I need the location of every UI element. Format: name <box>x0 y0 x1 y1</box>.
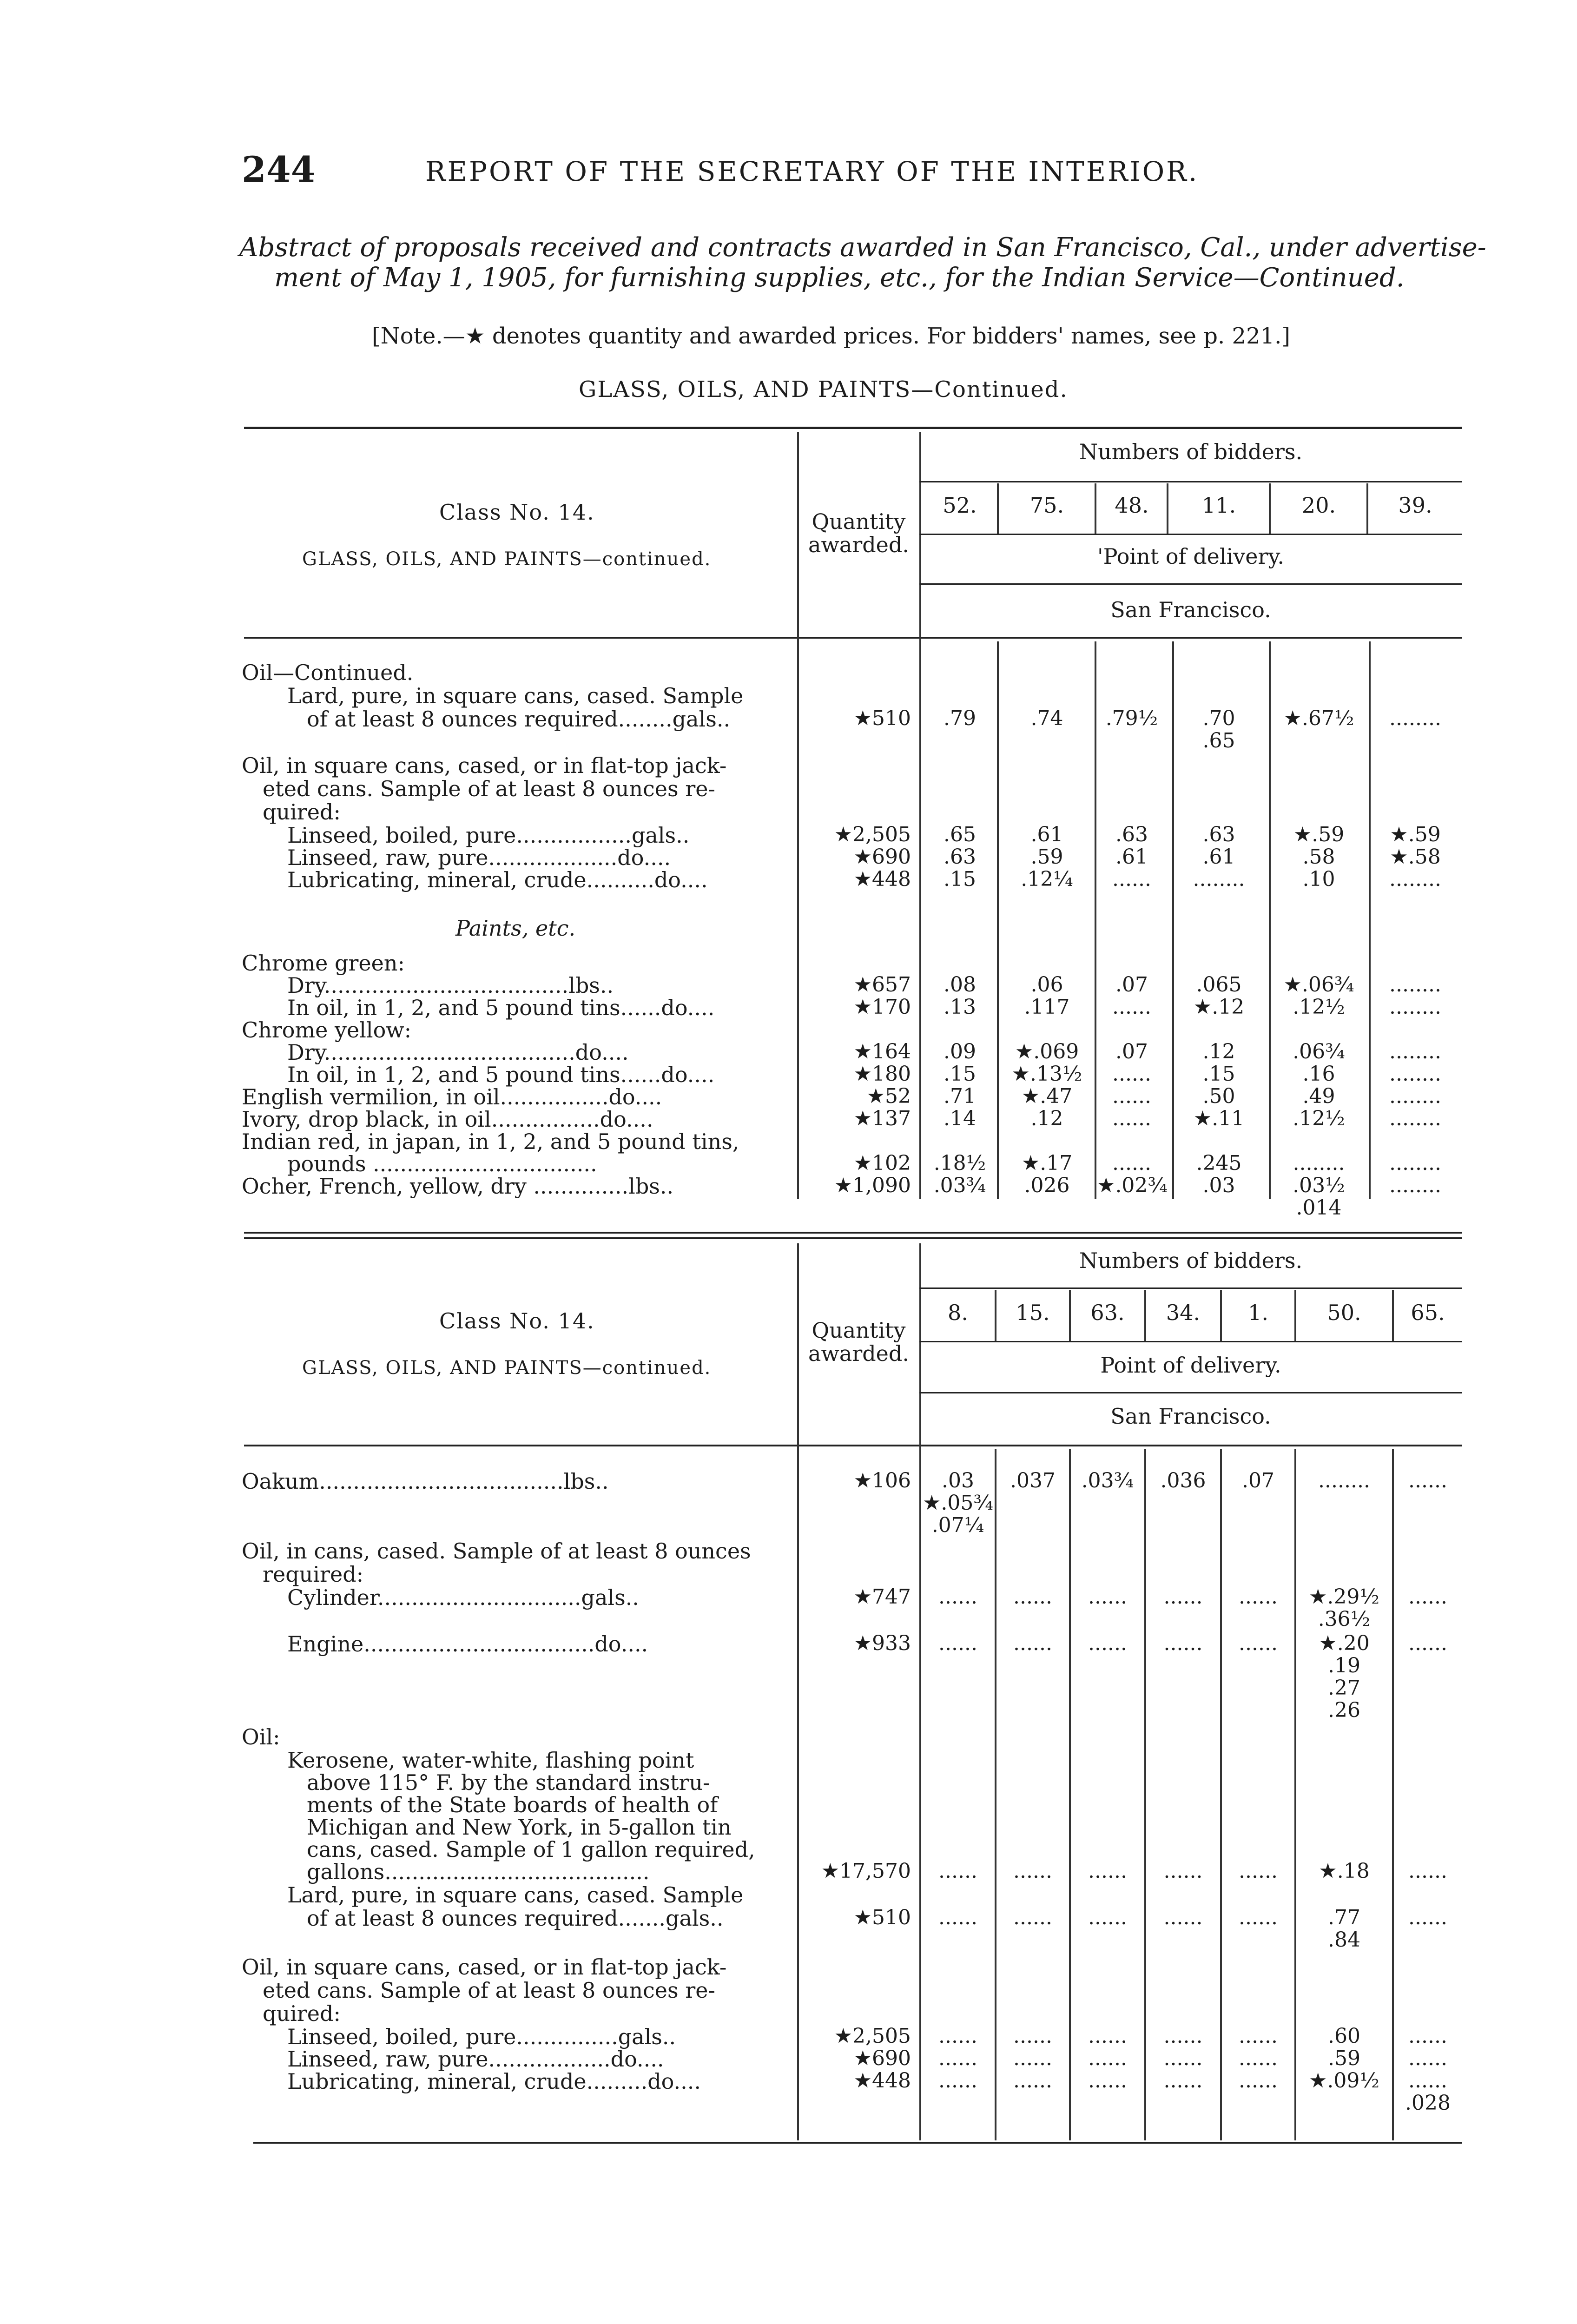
price-cell: .117 <box>1024 995 1070 1019</box>
class-label: Class No. 14. <box>439 1308 595 1334</box>
price-cell: .03 <box>942 1469 974 1492</box>
row-label: Chrome green: <box>242 951 405 976</box>
price-cell: ...... <box>1239 1631 1278 1655</box>
price-cell: ★.58 <box>1390 845 1441 869</box>
price-cell: ...... <box>1013 2024 1052 2048</box>
price-cell: ...... <box>1163 2069 1203 2093</box>
bidder-52: 52. <box>943 493 977 518</box>
price-cell: .60 <box>1328 2024 1360 2048</box>
price-cell: .65 <box>944 823 976 846</box>
page-number: 244 <box>242 149 316 190</box>
price-cell: ...... <box>1088 1906 1127 1929</box>
price-cell: ★.09½ <box>1308 2069 1380 2093</box>
row-label: Cylinder..............................gals.. <box>287 1585 639 1610</box>
price-cell: ...... <box>1013 1585 1052 1609</box>
price-cell: .19 <box>1328 1654 1360 1677</box>
price-cell: ...... <box>1088 2047 1127 2070</box>
price-cell: .245 <box>1196 1151 1242 1175</box>
bidder-8: 8. <box>948 1300 968 1325</box>
price-cell: ...... <box>938 1631 977 1655</box>
qty-cell: ★933 <box>853 1631 911 1655</box>
row-label: Linseed, raw, pure...................do.... <box>287 845 671 870</box>
price-cell: ...... <box>1408 1469 1447 1492</box>
row-label: above 115° F. by the standard instru- <box>307 1770 710 1795</box>
price-cell: .06¾ <box>1293 1040 1345 1063</box>
price-cell: .49 <box>1302 1084 1335 1108</box>
price-cell: ...... <box>1112 1107 1151 1130</box>
row-label: gallons....................................... <box>307 1859 650 1884</box>
price-cell: ...... <box>1013 2069 1052 2093</box>
price-cell: ★.05¾ <box>922 1491 994 1515</box>
row-label: cans, cased. Sample of 1 gallon required, <box>307 1837 755 1862</box>
row-label: Paints, etc. <box>455 916 576 941</box>
price-cell: ...... <box>1239 1585 1278 1609</box>
price-cell: .036 <box>1160 1469 1206 1492</box>
price-cell: ★.069 <box>1015 1040 1079 1063</box>
price-cell: .15 <box>944 1062 976 1086</box>
price-cell: .79½ <box>1105 706 1158 730</box>
price-cell: ...... <box>1088 1631 1127 1655</box>
price-cell: ...... <box>1013 1859 1052 1883</box>
price-cell: .10 <box>1302 867 1335 891</box>
price-cell: ...... <box>1163 1859 1203 1883</box>
row-label: Chrome yellow: <box>242 1017 412 1043</box>
price-cell: ★.29½ <box>1308 1585 1380 1609</box>
row-label: quired: <box>263 799 341 825</box>
price-cell: .61 <box>1115 845 1148 869</box>
qty-cell: ★137 <box>853 1107 911 1130</box>
price-cell: ★.02¾ <box>1097 1174 1168 1197</box>
price-cell: .014 <box>1296 1196 1342 1220</box>
price-cell: ...... <box>1408 2024 1447 2048</box>
qty-cell: ★448 <box>853 2069 911 2093</box>
price-cell: ...... <box>938 1859 977 1883</box>
price-cell: ........ <box>1389 1174 1441 1197</box>
qty-cell: ★164 <box>853 1040 911 1063</box>
row-label: pounds ................................. <box>287 1151 597 1176</box>
price-cell: ...... <box>1112 995 1151 1019</box>
price-cell: ...... <box>938 1906 977 1929</box>
price-cell: ...... <box>1239 1906 1278 1929</box>
section-heading: GLASS, OILS, AND PAINTS—Continued. <box>579 376 1068 403</box>
price-cell: ........ <box>1389 1084 1441 1108</box>
price-cell: ★.59 <box>1390 823 1441 846</box>
qty-cell: ★690 <box>853 845 911 869</box>
price-cell: ...... <box>1239 2024 1278 2048</box>
row-label: of at least 8 ounces required.......gals.. <box>307 1906 724 1931</box>
price-cell: .12½ <box>1293 995 1345 1019</box>
price-cell: ...... <box>1408 1906 1447 1929</box>
qty-cell: ★17,570 <box>821 1859 911 1883</box>
row-label: Indian red, in japan, in 1, 2, and 5 pound tins, <box>242 1129 739 1154</box>
quantity-header-2: awarded. <box>808 1341 909 1366</box>
row-label: Linseed, raw, pure..................do.... <box>287 2047 664 2072</box>
row-label: Lubricating, mineral, crude.........do.... <box>287 2069 701 2094</box>
price-cell: .07 <box>1115 1040 1148 1063</box>
price-cell: ...... <box>1408 1859 1447 1883</box>
row-label: Oakum....................................lbs.. <box>242 1469 609 1494</box>
note: [Note.—★ denotes quantity and awarded prices. For bidders' names, see p. 221.] <box>372 323 1291 349</box>
price-cell: .16 <box>1302 1062 1335 1086</box>
delivery-header: Point of delivery. <box>1100 1353 1281 1378</box>
price-cell: ...... <box>1408 1631 1447 1655</box>
price-cell: ...... <box>1408 2047 1447 2070</box>
price-cell: ...... <box>1112 1151 1151 1175</box>
class-subtitle: GLASS, OILS, AND PAINTS—continued. <box>302 1357 712 1379</box>
price-cell: ........ <box>1389 867 1441 891</box>
delivery-place: San Francisco. <box>1110 1404 1271 1429</box>
price-cell: .58 <box>1302 845 1335 869</box>
price-cell: .63 <box>944 845 976 869</box>
price-cell: ........ <box>1293 1151 1345 1175</box>
price-cell: ...... <box>1013 1631 1052 1655</box>
price-cell: .70 <box>1202 706 1235 730</box>
price-cell: .61 <box>1202 845 1235 869</box>
price-cell: .50 <box>1202 1084 1235 1108</box>
price-cell: .26 <box>1328 1698 1360 1722</box>
price-cell: .07 <box>1115 973 1148 997</box>
price-cell: ★.20 <box>1319 1631 1370 1655</box>
quantity-header-2: awarded. <box>808 532 909 557</box>
price-cell: .03¾ <box>1081 1469 1134 1492</box>
price-cell: .15 <box>1202 1062 1235 1086</box>
row-label: Lard, pure, in square cans, cased. Sample <box>287 1882 744 1908</box>
row-label: of at least 8 ounces required........gals.. <box>307 706 731 732</box>
price-cell: .037 <box>1010 1469 1056 1492</box>
row-label: Michigan and New York, in 5-gallon tin <box>307 1815 732 1840</box>
price-cell: ...... <box>1163 1585 1203 1609</box>
row-label: Engine..................................do.... <box>287 1631 648 1657</box>
row-label: In oil, in 1, 2, and 5 pound tins......do.... <box>287 995 715 1020</box>
price-cell: ★.59 <box>1293 823 1345 846</box>
price-cell: ...... <box>1088 1859 1127 1883</box>
price-cell: ...... <box>1013 1906 1052 1929</box>
price-cell: ...... <box>938 2024 977 2048</box>
bidder-11: 11. <box>1201 493 1236 518</box>
row-label: eted cans. Sample of at least 8 ounces re- <box>263 776 715 801</box>
price-cell: ...... <box>938 2047 977 2070</box>
price-cell: .07¼ <box>931 1513 984 1537</box>
row-label: Oil, in cans, cased. Sample of at least 8 ounces <box>242 1538 751 1564</box>
qty-cell: ★448 <box>853 867 911 891</box>
price-cell: ........ <box>1389 1151 1441 1175</box>
price-cell: .27 <box>1328 1676 1360 1700</box>
row-label: Oil, in square cans, cased, or in flat-top jack- <box>242 1954 727 1980</box>
price-cell: ★.67½ <box>1283 706 1354 730</box>
row-label: Oil: <box>242 1724 280 1750</box>
price-cell: .74 <box>1030 706 1063 730</box>
title-line-1: Abstract of proposals received and contracts awarded in San Francisco, Cal., under advertise- <box>239 232 1486 263</box>
price-cell: ★.06¾ <box>1283 973 1354 997</box>
price-cell: ........ <box>1389 706 1441 730</box>
price-cell: ★.17 <box>1021 1151 1073 1175</box>
price-cell: .03¾ <box>933 1174 986 1197</box>
price-cell: .84 <box>1328 1928 1360 1952</box>
bidder-34: 34. <box>1166 1300 1201 1325</box>
price-cell: .61 <box>1030 823 1063 846</box>
row-label: Dry....................................lbs.. <box>287 973 614 998</box>
row-label: ments of the State boards of health of <box>307 1792 718 1817</box>
price-cell: ★.47 <box>1021 1084 1073 1108</box>
price-cell: ........ <box>1193 867 1245 891</box>
price-cell: ...... <box>1239 2069 1278 2093</box>
row-label: required: <box>263 1562 364 1587</box>
row-label: Kerosene, water-white, flashing point <box>287 1748 694 1773</box>
qty-cell: ★510 <box>853 706 911 730</box>
price-cell: ★.13½ <box>1011 1062 1082 1086</box>
price-cell: ...... <box>938 2069 977 2093</box>
price-cell: .12¼ <box>1021 867 1073 891</box>
row-label: Lard, pure, in square cans, cased. Sample <box>287 683 744 708</box>
price-cell: ...... <box>938 1585 977 1609</box>
price-cell: ...... <box>1088 2069 1127 2093</box>
row-label: Ivory, drop black, in oil................do.... <box>242 1107 653 1132</box>
price-cell: .065 <box>1196 973 1242 997</box>
bidder-65: 65. <box>1411 1300 1445 1325</box>
price-cell: .12½ <box>1293 1107 1345 1130</box>
bidder-15: 15. <box>1016 1300 1050 1325</box>
price-cell: .03 <box>1202 1174 1235 1197</box>
qty-cell: ★180 <box>853 1062 911 1086</box>
delivery-header: 'Point of delivery. <box>1097 544 1284 569</box>
quantity-header: Quantity <box>812 1318 906 1343</box>
bidder-48: 48. <box>1115 493 1149 518</box>
price-cell: ........ <box>1389 1062 1441 1086</box>
price-cell: .026 <box>1024 1174 1070 1197</box>
price-cell: .14 <box>944 1107 976 1130</box>
qty-cell: ★170 <box>853 995 911 1019</box>
row-label: Lubricating, mineral, crude..........do.... <box>287 867 708 892</box>
bidder-1: 1. <box>1248 1300 1268 1325</box>
qty-cell: ★1,090 <box>834 1174 911 1197</box>
qty-cell: ★2,505 <box>834 823 911 846</box>
class-subtitle: GLASS, OILS, AND PAINTS—continued. <box>302 548 712 570</box>
price-cell: ...... <box>1408 1585 1447 1609</box>
row-label: quired: <box>263 2001 341 2026</box>
quantity-header: Quantity <box>812 509 906 534</box>
row-label: eted cans. Sample of at least 8 ounces re- <box>263 1978 715 2003</box>
price-cell: ........ <box>1389 973 1441 997</box>
class-label: Class No. 14. <box>439 500 595 525</box>
row-label: Oil—Continued. <box>242 660 414 685</box>
price-cell: .63 <box>1202 823 1235 846</box>
title-line-2: ment of May 1, 1905, for furnishing supplies, etc., for the Indian Service—Continued. <box>274 263 1405 293</box>
price-cell: ★.11 <box>1193 1107 1245 1130</box>
bidder-50: 50. <box>1327 1300 1361 1325</box>
delivery-place: San Francisco. <box>1110 597 1271 622</box>
price-cell: ...... <box>1163 1631 1203 1655</box>
qty-cell: ★2,505 <box>834 2024 911 2048</box>
price-cell: ...... <box>1239 2047 1278 2070</box>
price-cell: ...... <box>1013 2047 1052 2070</box>
price-cell: ...... <box>1112 1084 1151 1108</box>
price-cell: ...... <box>1408 2069 1447 2093</box>
qty-cell: ★102 <box>853 1151 911 1175</box>
price-cell: .79 <box>944 706 976 730</box>
price-cell: ...... <box>1088 2024 1127 2048</box>
qty-cell: ★690 <box>853 2047 911 2070</box>
bidder-63: 63. <box>1090 1300 1125 1325</box>
bidder-75: 75. <box>1029 493 1064 518</box>
price-cell: ...... <box>1163 2024 1203 2048</box>
row-label: Ocher, French, yellow, dry ..............lbs.. <box>242 1174 674 1199</box>
price-cell: .028 <box>1405 2091 1451 2115</box>
price-cell: ★.12 <box>1193 995 1245 1019</box>
price-cell: ★.18 <box>1319 1859 1370 1883</box>
running-head: REPORT OF THE SECRETARY OF THE INTERIOR. <box>425 156 1199 187</box>
qty-cell: ★106 <box>853 1469 911 1492</box>
price-cell: .08 <box>944 973 976 997</box>
price-cell: ...... <box>1112 1062 1151 1086</box>
price-cell: .18½ <box>933 1151 986 1175</box>
price-cell: .59 <box>1328 2047 1360 2070</box>
price-cell: ...... <box>1088 1585 1127 1609</box>
bidder-39: 39. <box>1398 493 1432 518</box>
row-label: Linseed, boiled, pure.................gals.. <box>287 823 690 848</box>
bidders-header: Numbers of bidders. <box>1079 1248 1303 1273</box>
bidder-20: 20. <box>1301 493 1336 518</box>
price-cell: ........ <box>1318 1469 1370 1492</box>
price-cell: .03½ <box>1293 1174 1345 1197</box>
price-cell: .77 <box>1328 1906 1360 1929</box>
bidders-header: Numbers of bidders. <box>1079 439 1303 464</box>
price-cell: .15 <box>944 867 976 891</box>
qty-cell: ★747 <box>853 1585 911 1609</box>
qty-cell: ★510 <box>853 1906 911 1929</box>
price-cell: .07 <box>1242 1469 1274 1492</box>
row-label: Linseed, boiled, pure...............gals.. <box>287 2024 676 2049</box>
price-cell: .06 <box>1030 973 1063 997</box>
price-cell: .63 <box>1115 823 1148 846</box>
price-cell: ...... <box>1239 1859 1278 1883</box>
price-cell: .12 <box>1202 1040 1235 1063</box>
price-cell: ...... <box>1112 867 1151 891</box>
price-cell: .36½ <box>1318 1607 1371 1631</box>
row-label: Dry.....................................do.... <box>287 1040 629 1065</box>
price-cell: ...... <box>1163 1906 1203 1929</box>
price-cell: ........ <box>1389 995 1441 1019</box>
qty-cell: ★657 <box>853 973 911 997</box>
price-cell: .59 <box>1030 845 1063 869</box>
price-cell: ........ <box>1389 1040 1441 1063</box>
price-cell: ........ <box>1389 1107 1441 1130</box>
row-label: In oil, in 1, 2, and 5 pound tins......do.... <box>287 1062 715 1087</box>
row-label: English vermilion, in oil................do.... <box>242 1084 662 1109</box>
row-label: Oil, in square cans, cased, or in flat-top jack- <box>242 753 727 778</box>
price-cell: .09 <box>944 1040 976 1063</box>
price-cell: .71 <box>944 1084 976 1108</box>
price-cell: ...... <box>1163 2047 1203 2070</box>
qty-cell: ★52 <box>866 1084 911 1108</box>
price-cell: .13 <box>944 995 976 1019</box>
price-cell: .65 <box>1202 729 1235 753</box>
price-cell: .12 <box>1030 1107 1063 1130</box>
